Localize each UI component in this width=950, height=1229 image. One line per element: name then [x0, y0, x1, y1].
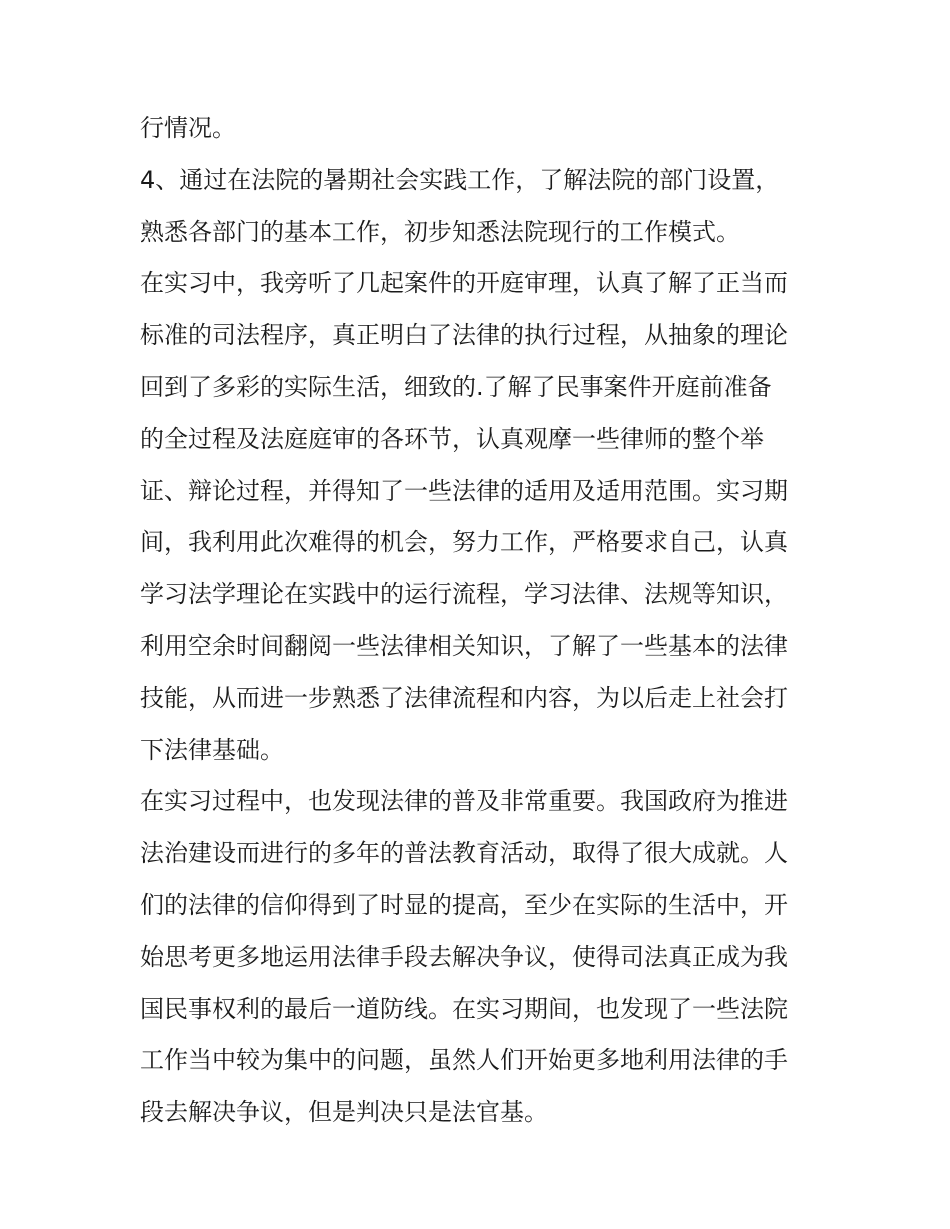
- text-line: 回到了多彩的实际生活，细致的.了解了民事案件开庭前准备: [140, 372, 772, 401]
- text-line: 国民事权利的最后一道防线。在实习期间，也发现了一些法院: [140, 994, 788, 1023]
- text-line: 在实习中，我旁听了几起案件的开庭审理，认真了解了正当而: [140, 269, 788, 298]
- text-line: 学习法学理论在实践中的运行流程，学习法律、法规等知识，: [140, 580, 788, 609]
- text-line: 标准的司法程序，真正明白了法律的执行过程，从抽象的理论: [140, 321, 788, 350]
- text-line: 在实习过程中，也发现法律的普及非常重要。我国政府为推进: [140, 787, 788, 816]
- text-line: 行情况。: [140, 114, 236, 142]
- text-line: 4、通过在法院的暑期社会实践工作，了解法院的部门设置，: [140, 165, 780, 194]
- text-line: 始思考更多地运用法律手段去解决争议，使得司法真正成为我: [140, 942, 788, 971]
- text-line: 证、辩论过程，并得知了一些法律的适用及适用范围。实习期: [140, 476, 788, 505]
- text-line: 工作当中较为集中的问题，虽然人们开始更多地利用法律的手: [140, 1046, 788, 1075]
- text-line: 间，我利用此次难得的机会，努力工作，严格要求自己，认真: [140, 528, 788, 557]
- text-line: 熟悉各部门的基本工作，初步知悉法院现行的工作模式。: [140, 217, 740, 246]
- text-line: 们的法律的信仰得到了时显的提高，至少在实际的生活中，开: [140, 890, 788, 919]
- document-body: [140, 103, 830, 1139]
- text-line: 法治建设而进行的多年的普法教育活动，取得了很大成就。人: [140, 839, 788, 868]
- text-line: 的全过程及法庭庭审的各环节，认真观摩一些律师的整个举: [140, 424, 764, 453]
- text-line: 利用空余时间翻阅一些法律相关知识，了解了一些基本的法律: [140, 631, 788, 660]
- text-line: 下法律基础。: [140, 735, 284, 764]
- text-line: 技能，从而进一步熟悉了法律流程和内容，为以后走上社会打: [140, 683, 788, 712]
- text-line: 段去解决争议，但是判决只是法官基。: [140, 1098, 548, 1127]
